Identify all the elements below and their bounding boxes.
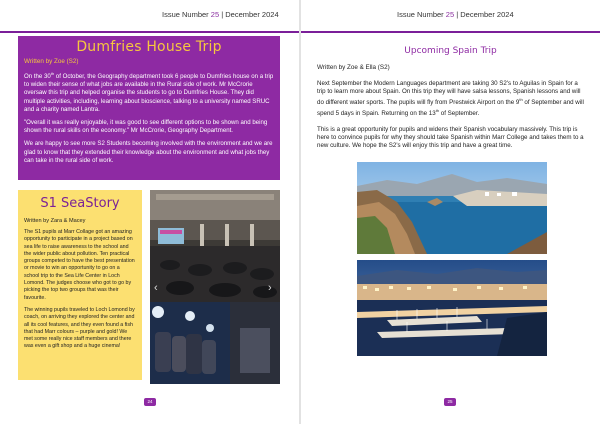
spain-paragraph-2: This is a great opportunity for pupils and widens their Spanish vocabulary massively. This trip is here to convince pupils for why they should take Spanish within Marr College and takes them to a new culture. We hope the S2's will enjoy this trip and have a great time. (317, 126, 584, 150)
issue-header-right (397, 10, 514, 19)
dumfries-paragraph-3: We are happy to see more S2 Students becoming involved with the environment and we are glad to know that they extended their knowledge about the environment and what jobs they can take in the rural side of work. (24, 140, 273, 164)
issue-date: December 2024 (460, 10, 514, 19)
right-page (301, 0, 600, 424)
header-rule-right (301, 31, 600, 33)
issue-prefix: Issue Number (162, 10, 211, 19)
spain-paragraph-1: Next September the Modern Languages department are taking 30 S2's to Aguilas in Spain for a trip to learn more about Spain. On this trip they will have salsa lessons, Spanish lessons and will do different water sports. The pupils will fly from Prestwick Airport on the 9th of September and will spend 5 days in Spain. Returning on the 13th of September. (317, 80, 584, 118)
seastory-title: S1 SeaStory (40, 196, 120, 211)
page-number-left: 24 (144, 398, 156, 406)
coastline-photo (357, 162, 547, 254)
seastory-byline: Written by Zara & Macey (24, 218, 86, 224)
harbour-night-photo (357, 260, 547, 356)
dumfries-article (18, 36, 280, 180)
issue-header-left (162, 10, 279, 19)
issue-prefix: Issue Number (397, 10, 446, 19)
spain-title: Upcoming Spain Trip (404, 46, 497, 56)
spain-byline: Written by Zoe & Ella (S2) (317, 64, 390, 71)
seastory-article (18, 190, 142, 380)
dumfries-paragraph-1: On the 30th of October, the Geography department took 6 people to Dumfries house on a trip to widen their sense of what jobs are available in the Rural side of work. Mr McCrorie oversaw this trip and helped organise the students to go to Dumfries House. They did multiple activities, including, learning about bioscience, talking to a university named SRUC and a charity named Lantra. (24, 71, 274, 113)
dumfries-byline: Written by Zoe (S2) (24, 58, 79, 65)
seastory-paragraph-1: The S1 pupils at Marr Collage got an amazing opportunity to participate in a project based on sea life to raise awareness to the school and the wider public about pollution. Ten practical groups competed to have the best presentation or movie to win an opportunity to go on a school trip to the Sea Life Center in Loch Lomond. The judges choose who got to go by picking the top two groups that was their favourite. (24, 229, 135, 301)
auditorium-photo (150, 190, 280, 302)
dumfries-paragraph-2: "Overall it was really enjoyable, it was good to see different options to be shown and being shown the rural skills on the economy." Mr McCrorie, Geography Department. (24, 119, 268, 135)
chevron-left-icon: ‹ (154, 282, 158, 294)
page-number-right: 25 (444, 398, 456, 406)
header-rule-left (0, 31, 299, 33)
issue-number: 25 (210, 10, 220, 19)
seastory-paragraph-2: The winning pupils traveled to Loch Lomond by coach, on arriving they explored the center and all its cool features, and they even found a fish that had Marr colours – purple and gold! We met some really nice staff members and there was even a gift shop and a huge cinema! (24, 306, 135, 350)
issue-separator: | (219, 10, 226, 19)
aquarium-photo (150, 302, 280, 384)
chevron-right-icon: › (268, 282, 272, 294)
issue-separator: | (454, 10, 461, 19)
issue-number: 25 (445, 10, 455, 19)
seastory-photo-caption: SEASTO (98, 183, 134, 192)
issue-date: December 2024 (225, 10, 279, 19)
seastory-photo-collage (150, 190, 280, 384)
dumfries-title: Dumfries House Trip (76, 39, 222, 55)
left-page (0, 0, 299, 424)
